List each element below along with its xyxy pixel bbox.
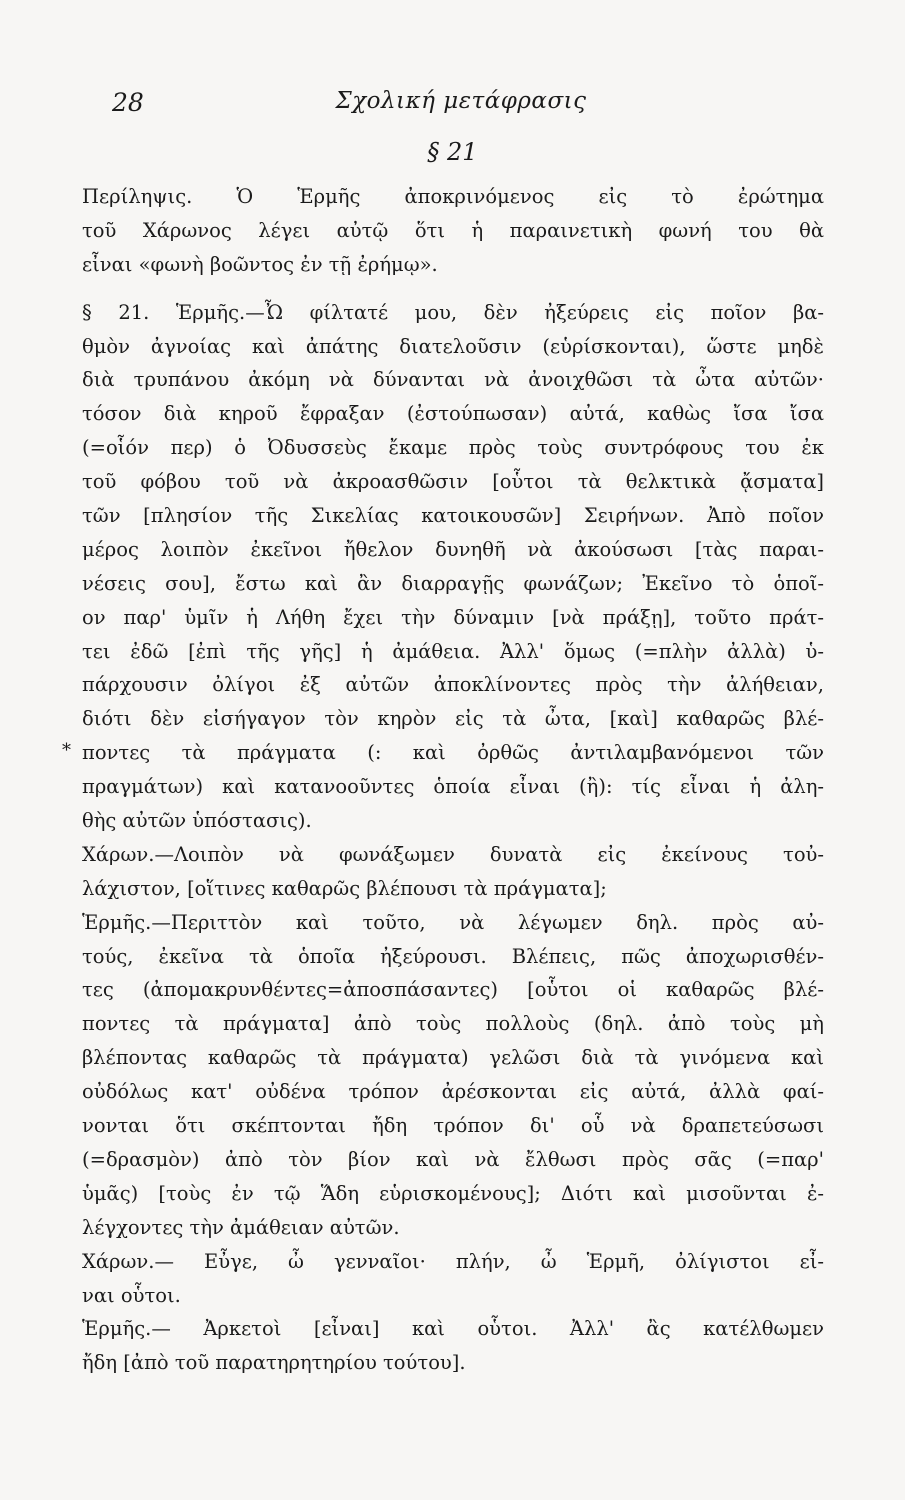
text-line: πάρχουσιν ὀλίγοι ἐξ αὐτῶν ἀποκλίνοντες πρὸς τὴν ἀλήθειαν, — [82, 673, 824, 697]
text-line: νέσεις σου], ἔστω καὶ ἂν διαρραγῇς φωνάζων; Ἐκεῖνο τὸ ὁποῖ- — [82, 571, 824, 595]
text-line: ναι οὗτοι. — [82, 1283, 181, 1307]
text-line: εἶναι «φωνὴ βοῶντος ἐν τῇ ἐρήμῳ». — [82, 252, 438, 276]
section-heading: § 21 — [427, 138, 478, 166]
text-line: τοῦ Χάρωνος λέγει αὐτῷ ὅτι ἡ παραινετικὴ φωνή του θὰ — [82, 218, 824, 242]
text-line: μέρος λοιπὸν ἐκεῖνοι ἤθελον δυνηθῆ νὰ ἀκούσωσι [τὰς παραι- — [82, 537, 824, 561]
text-line: λέγχοντες τὴν ἀμάθειαν αὐτῶν. — [82, 1215, 400, 1239]
text-line: (=οἷόν περ) ὁ Ὀδυσσεὺς ἔκαμε πρὸς τοὺς συντρόφους του ἐκ — [82, 436, 824, 460]
text-line: ποντες τὰ πράγματα (: καὶ ὀρθῶς ἀντιλαμβανόμενοι τῶν — [82, 741, 824, 765]
text-line: θμὸν ἀγνοίας καὶ ἀπάτης διατελοῦσιν (εὑρίσκονται), ὥστε μηδὲ — [82, 334, 824, 358]
page-header — [112, 88, 810, 128]
text-line: Ἑρμῆς.—Περιττὸν καὶ τοῦτο, νὰ λέγωμεν δηλ. πρὸς αὐ- — [82, 910, 824, 934]
text-line: Ἑρμῆς.— Ἀρκετοὶ [εἶναι] καὶ οὗτοι. Ἀλλ' ἂς κατέλθωμεν — [82, 1317, 824, 1341]
text-line: τες (ἀπομακρυνθέντες=ἀποσπάσαντες) [οὗτοι οἱ καθαρῶς βλέ- — [82, 978, 824, 1002]
text-line: Χάρων.—Λοιπὸν νὰ φωνάξωμεν δυνατὰ εἰς ἐκείνους τοὐ- — [82, 842, 824, 866]
text-line: οὐδόλως κατ' οὐδένα τρόπον ἀρέσκονται εἰς αὐτά, ἀλλὰ φαί- — [82, 1080, 824, 1104]
text-line: § 21. Ἑρμῆς.—Ὦ φίλτατέ μου, δὲν ἠξεύρεις εἰς ποῖον βα- — [82, 300, 824, 324]
text-line: νονται ὅτι σκέπτονται ἤδη τρόπον δι' οὗ νὰ δραπετεύσωσι — [82, 1114, 824, 1138]
text-line: λάχιστον, [οἵτινες καθαρῶς βλέπουσι τὰ πράγματα]; — [82, 876, 607, 900]
paragraph-gap — [82, 282, 824, 296]
text-line: τει ἐδῶ [ἐπὶ τῆς γῆς] ἡ ἀμάθεια. Ἀλλ' ὅμως (=πλὴν ἀλλὰ) ὑ- — [82, 639, 824, 663]
text-line: τῶν [πλησίον τῆς Σικελίας κατοικουσῶν] Σειρήνων. Ἀπὸ ποῖον — [82, 504, 824, 528]
page-number: 28 — [112, 88, 144, 117]
text-line: τόσον διὰ κηροῦ ἔφραξαν (ἐστούπωσαν) αὐτά, καθὼς ἴσα ἴσα — [82, 402, 824, 426]
text-line: (=δρασμὸν) ἀπὸ τὸν βίον καὶ νὰ ἔλθωσι πρὸς σᾶς (=παρ' — [82, 1147, 824, 1171]
body-text — [82, 180, 824, 1380]
margin-mark: * — [62, 740, 71, 761]
text-line: θὴς αὐτῶν ὑπόστασις). — [82, 809, 312, 833]
text-line: διὰ τρυπάνου ἀκόμη νὰ δύνανται νὰ ἀνοιχθῶσι τὰ ὦτα αὐτῶν· — [82, 368, 824, 392]
text-line: ποντες τὰ πράγματα] ἀπὸ τοὺς πολλοὺς (δηλ. ἀπὸ τοὺς μὴ — [82, 1012, 824, 1036]
text-line: ἤδη [ἀπὸ τοῦ παρατηρητηρίου τούτου]. — [82, 1351, 466, 1375]
text-line: τούς, ἐκεῖνα τὰ ὁποῖα ἠξεύρουσι. Βλέπεις, πῶς ἀποχωρισθέν- — [82, 944, 824, 968]
text-line: ον παρ' ὑμῖν ἡ Λήθη ἔχει τὴν δύναμιν [νὰ πράξῃ], τοῦτο πράτ- — [82, 605, 824, 629]
text-line: πραγμάτων) καὶ κατανοοῦντες ὁποία εἶναι (ἢ): τίς εἶναι ἡ ἀλη- — [82, 775, 824, 799]
text-line: ὑμᾶς) [τοὺς ἐν τῷ Ἅδη εὑρισκομένους]; Διότι καὶ μισοῦνται ἐ- — [82, 1181, 824, 1205]
text-line: βλέποντας καθαρῶς τὰ πράγματα) γελῶσι διὰ τὰ γινόμενα καὶ — [82, 1046, 824, 1070]
running-title: Σχολική μετάφρασις — [335, 88, 587, 114]
text-line: Περίληψις. Ὁ Ἑρμῆς ἀποκρινόμενος εἰς τὸ ἐρώτημα — [82, 185, 824, 208]
text-line: τοῦ φόβου τοῦ νὰ ἀκροασθῶσιν [οὗτοι τὰ θελκτικὰ ᾄσματα] — [82, 470, 824, 494]
text-line: Χάρων.— Εὖγε, ὦ γενναῖοι· πλήν, ὦ Ἑρμῆ, ὀλίγιστοι εἶ- — [82, 1249, 824, 1273]
text-line: διότι δὲν εἰσήγαγον τὸν κηρὸν εἰς τὰ ὦτα, [καὶ] καθαρῶς βλέ- — [82, 707, 824, 731]
